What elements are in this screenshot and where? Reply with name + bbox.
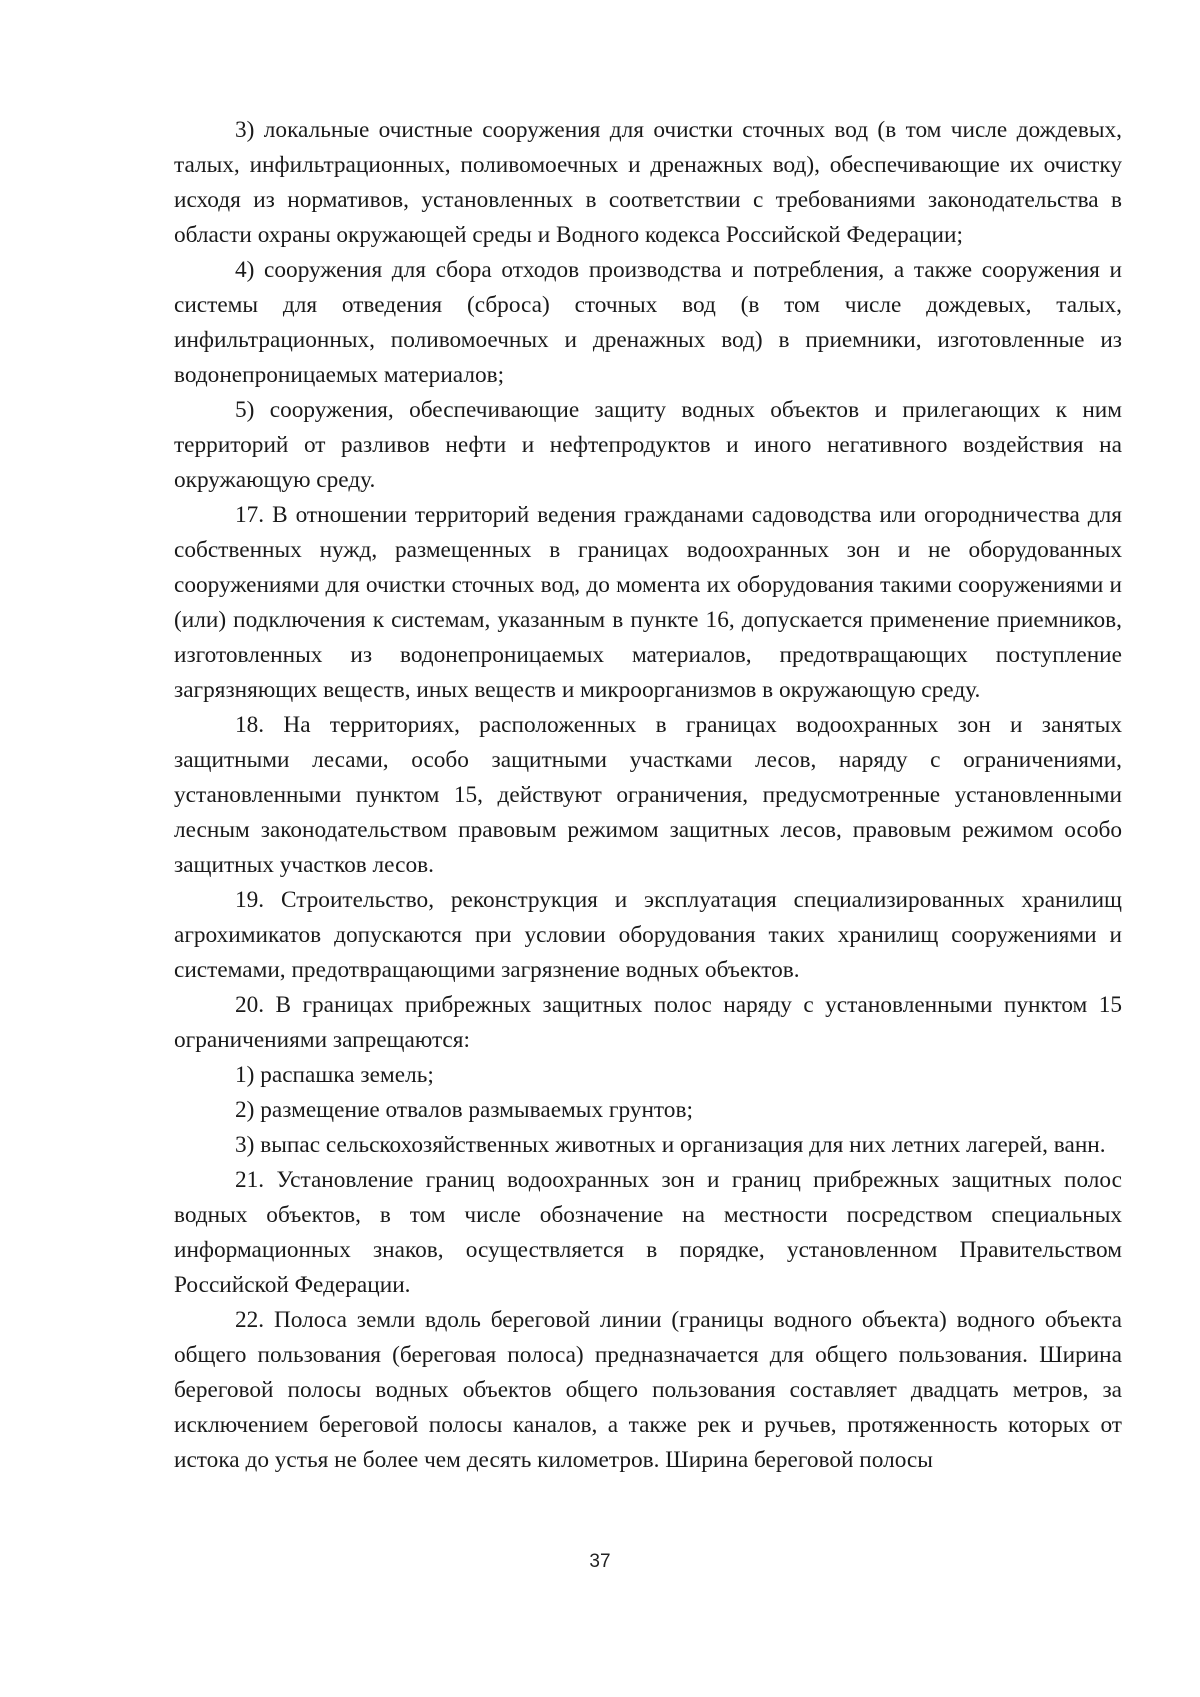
paragraph-clause-20: 20. В границах прибрежных защитных полос наряду с установленными пунктом 15 ограничениями запрещаются: [174, 992, 1122, 1053]
paragraph-item-2-soil-dumps: 2) размещение отвалов размываемых грунтов; [235, 1097, 693, 1123]
paragraph-item-3-grazing: 3) выпас сельскохозяйственных животных и организация для них летних лагерей, ванн. [235, 1132, 1106, 1158]
page-number: 37 [589, 1551, 611, 1572]
paragraph-item-1-plowing: 1) распашка земель; [235, 1062, 434, 1088]
paragraph-clause-18: 18. На территориях, расположенных в границах водоохранных зон и занятых защитными лесами, особо защитными участками лесов, наряду с ограничениями, установленными пунктом 15, действуют ограничения, предусмотренные установленными лесным законодательством правовым режимом защитных лесов, правовым режимом особо защитных участков лесов. [174, 712, 1122, 878]
paragraph-clause-21: 21. Установление границ водоохранных зон и границ прибрежных защитных полос водных объектов, в том числе обозначение на местности посредством специальных информационных знаков, осуществляется в порядке, установленном Правительством Российской Федерации. [174, 1167, 1122, 1298]
paragraph-clause-17: 17. В отношении территорий ведения гражданами садоводства или огородничества для собственных нужд, размещенных в границах водоохранных зон и не оборудованных сооружениями для очистки сточных вод, до момента их оборудования такими сооружениями и (или) подключения к системам, указанным в пункте 16, допускается применение приемников, изготовленных из водонепроницаемых материалов, предотвращающих поступление загрязняющих веществ, иных веществ и микроорганизмов в окружающую среду. [174, 502, 1122, 703]
paragraph-item-5-protection-structures: 5) сооружения, обеспечивающие защиту водных объектов и прилегающих к ним территорий от разливов нефти и нефтепродуктов и иного негативного воздействия на окружающую среду. [174, 397, 1122, 493]
paragraph-item-3-local-treatment: 3) локальные очистные сооружения для очистки сточных вод (в том числе дождевых, талых, инфильтрационных, поливомоечных и дренажных вод), обеспечивающие их очистку исходя из нормативов, установленных в соответствии с требованиями законодательства в области охраны окружающей среды и Водного кодекса Российской Федерации; [174, 117, 1122, 248]
document-body [174, 113, 1122, 1478]
paragraph-clause-19: 19. Строительство, реконструкция и эксплуатация специализированных хранилищ агрохимикатов допускаются при условии оборудования таких хранилищ сооружениями и системами, предотвращающими загрязнение водных объектов. [174, 887, 1122, 983]
paragraph-clause-22: 22. Полоса земли вдоль береговой линии (границы водного объекта) водного объекта общего пользования (береговая полоса) предназначается для общего пользования. Ширина береговой полосы водных объектов общего пользования составляет двадцать метров, за исключением береговой полосы каналов, а также рек и ручьев, протяженность которых от истока до устья не более чем десять километров. Ширина береговой полосы [174, 1307, 1122, 1473]
paragraph-item-4-waste-collection: 4) сооружения для сбора отходов производства и потребления, а также сооружения и системы для отведения (сброса) сточных вод (в том числе дождевых, талых, инфильтрационных, поливомоечных и дренажных вод) в приемники, изготовленные из водонепроницаемых материалов; [174, 257, 1122, 388]
